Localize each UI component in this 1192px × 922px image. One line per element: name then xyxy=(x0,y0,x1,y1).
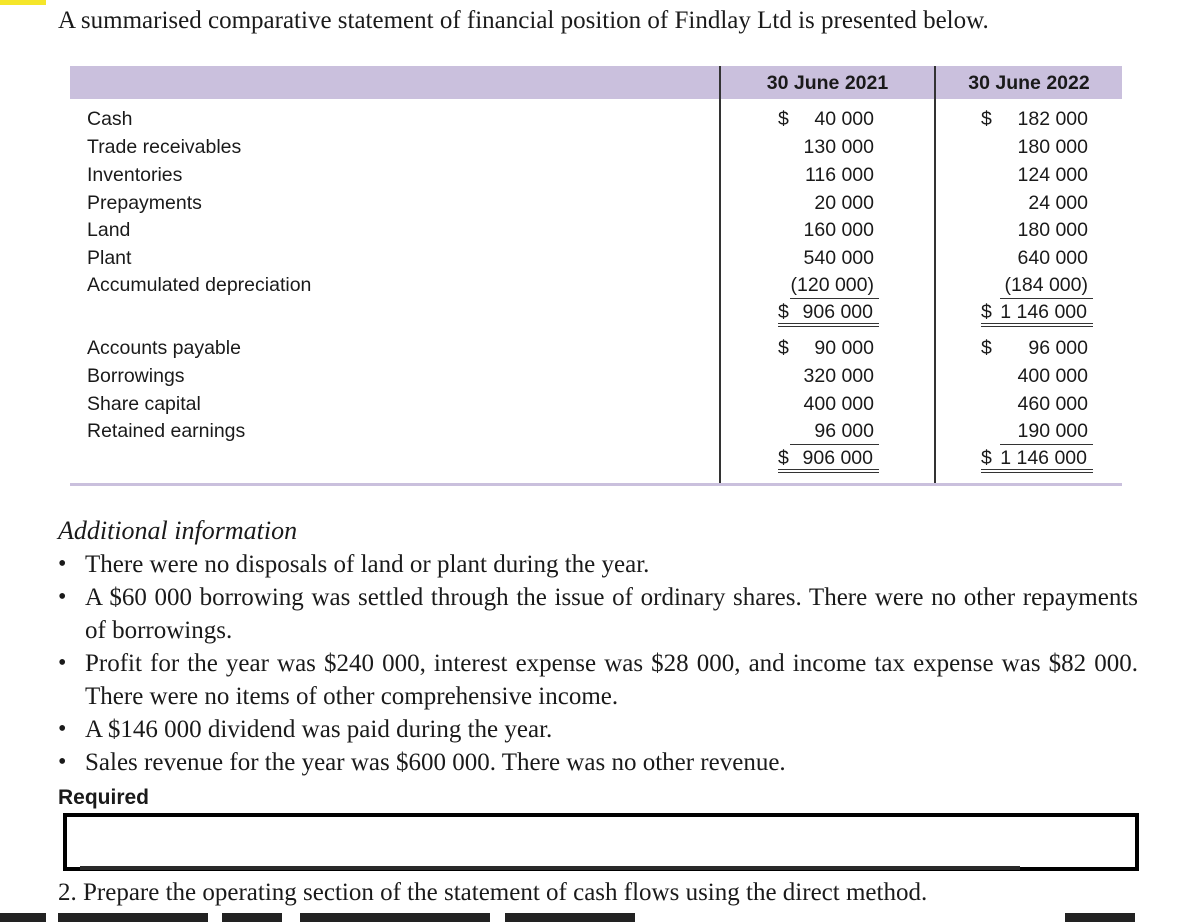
table-row-land xyxy=(70,216,1122,244)
total-value: 906 000 xyxy=(802,301,873,323)
currency-symbol: $ xyxy=(981,301,992,323)
row-label: Inventories xyxy=(87,164,183,186)
value-2021: 540 000 xyxy=(803,247,874,269)
row-label: Borrowings xyxy=(87,365,185,387)
table-row-retained-earnings xyxy=(70,417,1122,445)
column-header-2022: 30 June 2022 xyxy=(968,72,1090,94)
bullet-icon: • xyxy=(58,650,67,676)
list-item-text: A $146 000 dividend was paid during the year. xyxy=(85,716,553,743)
list-item xyxy=(58,581,1138,647)
table-row-inventories xyxy=(70,161,1122,189)
total-value: 1 146 000 xyxy=(1000,447,1087,469)
value-2022: 180 000 xyxy=(1017,219,1088,241)
table-row-cash xyxy=(70,105,1122,133)
table-row-prepayments xyxy=(70,189,1122,217)
currency-symbol: $ xyxy=(778,108,789,130)
currency-symbol: $ xyxy=(981,108,992,130)
required-item-2: 2. Prepare the operating section of the statement of cash flows using the direct method. xyxy=(58,879,928,906)
cut-off-fragment xyxy=(300,913,490,922)
list-item-text: There were no disposals of land or plant during the year. xyxy=(85,551,650,578)
value-2021: 130 000 xyxy=(803,136,874,158)
value-2021: 320 000 xyxy=(803,365,874,387)
value-2021: 90 000 xyxy=(814,337,874,359)
intro-text: A summarised comparative statement of financial position of Findlay Ltd is presented below. xyxy=(58,7,989,34)
bullet-icon: • xyxy=(58,584,67,610)
cut-off-text-line xyxy=(0,913,1192,922)
total-2022 xyxy=(981,444,1093,473)
total-2021 xyxy=(778,298,879,327)
total-value: 906 000 xyxy=(802,447,873,469)
currency-symbol: $ xyxy=(778,301,789,323)
list-item xyxy=(58,713,1138,746)
row-label: Accounts payable xyxy=(87,337,241,359)
value-2021: 116 000 xyxy=(804,164,874,186)
table-row-accumulated-depreciation xyxy=(70,271,1122,299)
list-item xyxy=(58,548,1138,581)
table-row-accounts-payable xyxy=(70,334,1122,362)
row-label: Trade receivables xyxy=(87,136,242,158)
additional-information-list xyxy=(58,548,1138,779)
highlight-mark xyxy=(0,0,46,5)
value-2022: 96 000 xyxy=(1028,337,1088,359)
currency-symbol: $ xyxy=(778,447,789,469)
cut-off-fragment xyxy=(222,913,282,922)
value-2022: 460 000 xyxy=(1017,393,1088,415)
value-2021: 400 000 xyxy=(803,393,874,415)
table-row-share-capital xyxy=(70,390,1122,418)
column-header-2021: 30 June 2021 xyxy=(766,72,889,94)
currency-symbol: $ xyxy=(981,337,992,359)
list-item-text: A $60 000 borrowing was settled through the issue of ordinary shares. There were no other repayments of borrowings. xyxy=(85,584,1138,644)
value-2022: 182 000 xyxy=(1017,108,1088,130)
value-2022: 180 000 xyxy=(1017,136,1088,158)
list-item xyxy=(58,647,1138,713)
cut-off-fragment xyxy=(505,913,635,922)
value-2021: 40 000 xyxy=(814,108,874,130)
list-item-text: Sales revenue for the year was $600 000. There was no other revenue. xyxy=(85,749,786,776)
value-2022: (184 000) xyxy=(1004,274,1088,296)
cut-off-fragment xyxy=(58,913,208,922)
total-value: 1 146 000 xyxy=(1000,301,1087,323)
redaction-box xyxy=(63,813,1139,871)
value-2021: 160 000 xyxy=(803,219,874,241)
row-label: Retained earnings xyxy=(87,420,246,442)
cut-off-fragment xyxy=(0,913,46,922)
row-label: Share capital xyxy=(87,393,201,415)
additional-information-heading: Additional information xyxy=(58,516,298,545)
value-2022: 400 000 xyxy=(1017,365,1088,387)
value-2022: 640 000 xyxy=(1017,247,1088,269)
table-row-plant xyxy=(70,244,1122,272)
bullet-icon: • xyxy=(58,551,67,577)
cut-off-fragment xyxy=(1065,913,1135,922)
table-row-assets-total xyxy=(70,298,1122,326)
table-bottom-rule xyxy=(70,483,1122,486)
list-item-text: Profit for the year was $240 000, interest expense was $28 000, and income tax expense was $82 000. There were no items of other comprehensive income. xyxy=(85,650,1138,710)
bullet-icon: • xyxy=(58,716,67,742)
value-2021: 20 000 xyxy=(814,192,874,214)
obscured-text-strip xyxy=(80,866,1020,870)
row-label: Prepayments xyxy=(87,192,202,214)
value-2021: 96 000 xyxy=(814,420,874,442)
value-2022: 24 000 xyxy=(1028,192,1088,214)
row-label: Accumulated depreciation xyxy=(87,274,312,296)
required-heading: Required xyxy=(58,786,150,809)
total-2021 xyxy=(778,444,879,473)
table-row-trade-receivables xyxy=(70,133,1122,161)
bullet-icon: • xyxy=(58,749,67,775)
total-2022 xyxy=(981,298,1093,327)
row-label: Plant xyxy=(87,247,132,269)
value-2022: 124 000 xyxy=(1017,164,1088,186)
row-label: Cash xyxy=(87,108,133,130)
financial-position-table xyxy=(70,66,1122,486)
currency-symbol: $ xyxy=(778,337,789,359)
row-label: Land xyxy=(87,219,131,241)
currency-symbol: $ xyxy=(981,447,992,469)
table-row-liabilities-total xyxy=(70,444,1122,472)
value-2021: (120 000) xyxy=(790,274,874,296)
table-row-borrowings xyxy=(70,362,1122,390)
value-2022: 190 000 xyxy=(1017,420,1088,442)
list-item xyxy=(58,746,1138,779)
